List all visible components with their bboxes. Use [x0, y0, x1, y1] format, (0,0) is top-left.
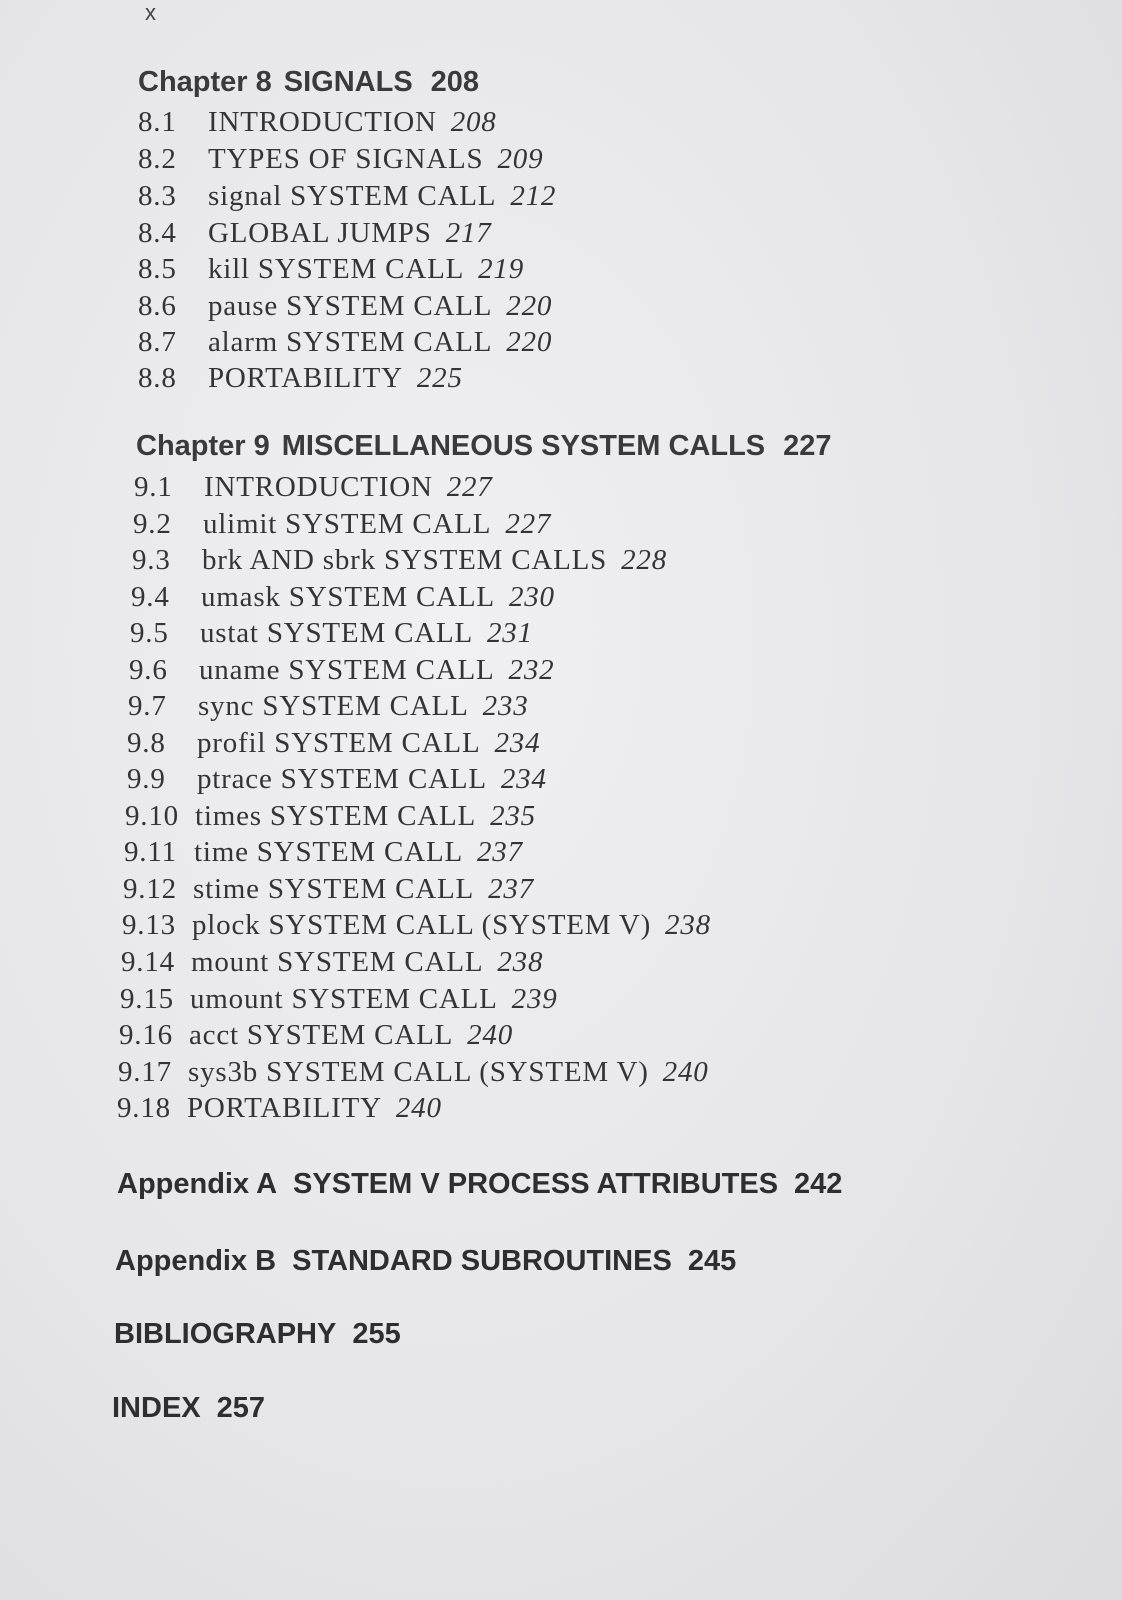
toc-entry: [138, 362, 463, 395]
section-title: pause SYSTEM CALL: [208, 290, 493, 322]
section-title: profil SYSTEM CALL: [197, 727, 481, 759]
section-number: 9.2: [133, 508, 172, 540]
section-title: INTRODUCTION: [208, 106, 437, 138]
section-number: 9.6: [129, 654, 168, 686]
section-title: signal SYSTEM CALL: [208, 180, 497, 212]
toc-entry: [124, 836, 523, 869]
toc-entry: [138, 180, 556, 213]
toc-entry: [134, 471, 493, 504]
section-title: time SYSTEM CALL: [194, 836, 463, 868]
section-title: ulimit SYSTEM CALL: [203, 508, 492, 540]
section-title: sys3b SYSTEM CALL (SYSTEM V): [188, 1056, 649, 1088]
toc-entry: [117, 1092, 442, 1125]
section-page: 240: [662, 1056, 709, 1088]
section-number: 9.1: [134, 471, 173, 503]
section-number: 9.8: [127, 727, 166, 759]
section-title: umask SYSTEM CALL: [201, 581, 495, 613]
toc-entry: [138, 326, 552, 359]
section-page: 208: [450, 106, 497, 138]
section-title: INTRODUCTION: [204, 471, 433, 503]
section-number: 9.17: [118, 1056, 172, 1088]
section-page: 227: [446, 471, 493, 503]
section-number: 8.8: [138, 362, 177, 394]
section-number: 8.1: [138, 106, 177, 138]
section-title: TYPES OF SIGNALS: [208, 143, 484, 175]
section-page: 239: [511, 983, 558, 1015]
section-title: PORTABILITY: [187, 1092, 382, 1124]
toc-entry: [119, 1019, 513, 1052]
section-page: 238: [665, 909, 711, 941]
section-title: acct SYSTEM CALL: [189, 1019, 454, 1051]
section-page: 232: [508, 654, 555, 686]
toc-entry: [127, 763, 547, 796]
toc-entry: [133, 508, 551, 541]
toc-entry: [131, 581, 555, 614]
toc-entry: [120, 983, 558, 1016]
appendix-a-heading: [117, 1168, 842, 1201]
chapter-title: SIGNALS: [283, 66, 413, 98]
section-page: 237: [476, 836, 523, 868]
section-page: 234: [494, 727, 541, 759]
section-title: umount SYSTEM CALL: [190, 983, 498, 1015]
toc-entry: [127, 727, 540, 760]
toc-entry: [125, 800, 536, 833]
bibliography-title: BIBLIOGRAPHY: [114, 1318, 337, 1350]
index-page: 257: [216, 1392, 266, 1424]
section-title: plock SYSTEM CALL (SYSTEM V): [192, 909, 652, 941]
chapter-title: MISCELLANEOUS SYSTEM CALLS: [281, 430, 766, 462]
section-page: 219: [478, 253, 525, 285]
section-title: mount SYSTEM CALL: [191, 946, 484, 978]
section-page: 230: [508, 581, 555, 613]
section-title: stime SYSTEM CALL: [193, 873, 475, 905]
section-title: times SYSTEM CALL: [195, 800, 477, 832]
section-page: 212: [510, 180, 557, 212]
section-number: 8.2: [138, 143, 177, 175]
page-number: x: [145, 0, 156, 25]
section-page: 238: [497, 946, 544, 978]
section-number: 9.10: [125, 800, 179, 832]
section-number: 9.15: [120, 983, 174, 1015]
section-number: 9.7: [128, 690, 167, 722]
toc-entry: [138, 217, 492, 250]
section-page: 237: [488, 873, 534, 905]
toc-entry: [138, 106, 497, 139]
bibliography-page: 255: [352, 1318, 401, 1350]
section-number: 9.11: [124, 836, 177, 868]
section-number: 9.16: [119, 1019, 173, 1051]
section-page: 220: [506, 290, 553, 322]
toc-entry: [122, 909, 711, 942]
chapter-label: Chapter 8: [138, 66, 272, 98]
chapter-9-heading: [136, 430, 832, 463]
appendix-label: Appendix B: [115, 1245, 277, 1277]
section-title: uname SYSTEM CALL: [199, 654, 495, 686]
section-title: GLOBAL JUMPS: [208, 217, 432, 249]
section-number: 9.14: [121, 946, 175, 978]
section-number: 9.13: [122, 909, 176, 941]
index-heading: [112, 1392, 265, 1425]
toc-entry: [138, 253, 524, 286]
toc-entry: [130, 617, 533, 650]
section-number: 9.5: [130, 617, 169, 649]
section-page: 235: [490, 800, 536, 832]
chapter-page: 208: [430, 66, 480, 98]
section-title: alarm SYSTEM CALL: [208, 326, 493, 358]
appendix-label: Appendix A: [117, 1168, 278, 1200]
chapter-label: Chapter 9: [136, 430, 270, 462]
toc-entry: [129, 654, 554, 687]
appendix-page: 245: [687, 1245, 737, 1277]
section-number: 9.18: [117, 1092, 171, 1124]
section-number: 9.4: [131, 581, 170, 613]
section-page: 240: [467, 1019, 514, 1051]
section-number: 9.9: [127, 763, 166, 795]
section-number: 9.12: [123, 873, 177, 905]
section-title: ustat SYSTEM CALL: [200, 617, 473, 649]
section-title: ptrace SYSTEM CALL: [197, 763, 487, 795]
appendix-title: STANDARD SUBROUTINES: [292, 1245, 672, 1277]
section-title: sync SYSTEM CALL: [198, 690, 469, 722]
section-number: 9.3: [132, 544, 171, 576]
chapter-8-heading: [138, 66, 479, 99]
appendix-title: SYSTEM V PROCESS ATTRIBUTES: [293, 1168, 779, 1200]
toc-entry: [138, 143, 543, 176]
section-page: 234: [500, 763, 547, 795]
section-page: 228: [621, 544, 667, 576]
section-page: 217: [445, 217, 492, 249]
toc-entry: [118, 1056, 709, 1089]
bibliography-heading: [114, 1318, 401, 1351]
toc-entry: [132, 544, 667, 577]
section-page: 220: [506, 326, 553, 358]
section-page: 227: [505, 508, 552, 540]
section-page: 233: [482, 690, 529, 722]
toc-entry: [121, 946, 543, 979]
section-title: PORTABILITY: [208, 362, 403, 394]
chapter-page: 227: [783, 430, 832, 462]
section-title: kill SYSTEM CALL: [208, 253, 465, 285]
section-number: 8.6: [138, 290, 177, 322]
section-page: 240: [395, 1092, 442, 1124]
toc-entry: [123, 873, 534, 906]
toc-entry: [128, 690, 529, 723]
section-page: 231: [487, 617, 533, 649]
index-title: INDEX: [112, 1392, 201, 1424]
section-page: 225: [416, 362, 463, 394]
section-number: 8.5: [138, 253, 177, 285]
section-number: 8.7: [138, 326, 177, 358]
section-page: 209: [497, 143, 544, 175]
section-title: brk AND sbrk SYSTEM CALLS: [202, 544, 608, 576]
section-number: 8.3: [138, 180, 177, 212]
appendix-page: 242: [794, 1168, 843, 1200]
section-number: 8.4: [138, 217, 177, 249]
toc-entry: [138, 290, 552, 323]
appendix-b-heading: [115, 1245, 736, 1278]
